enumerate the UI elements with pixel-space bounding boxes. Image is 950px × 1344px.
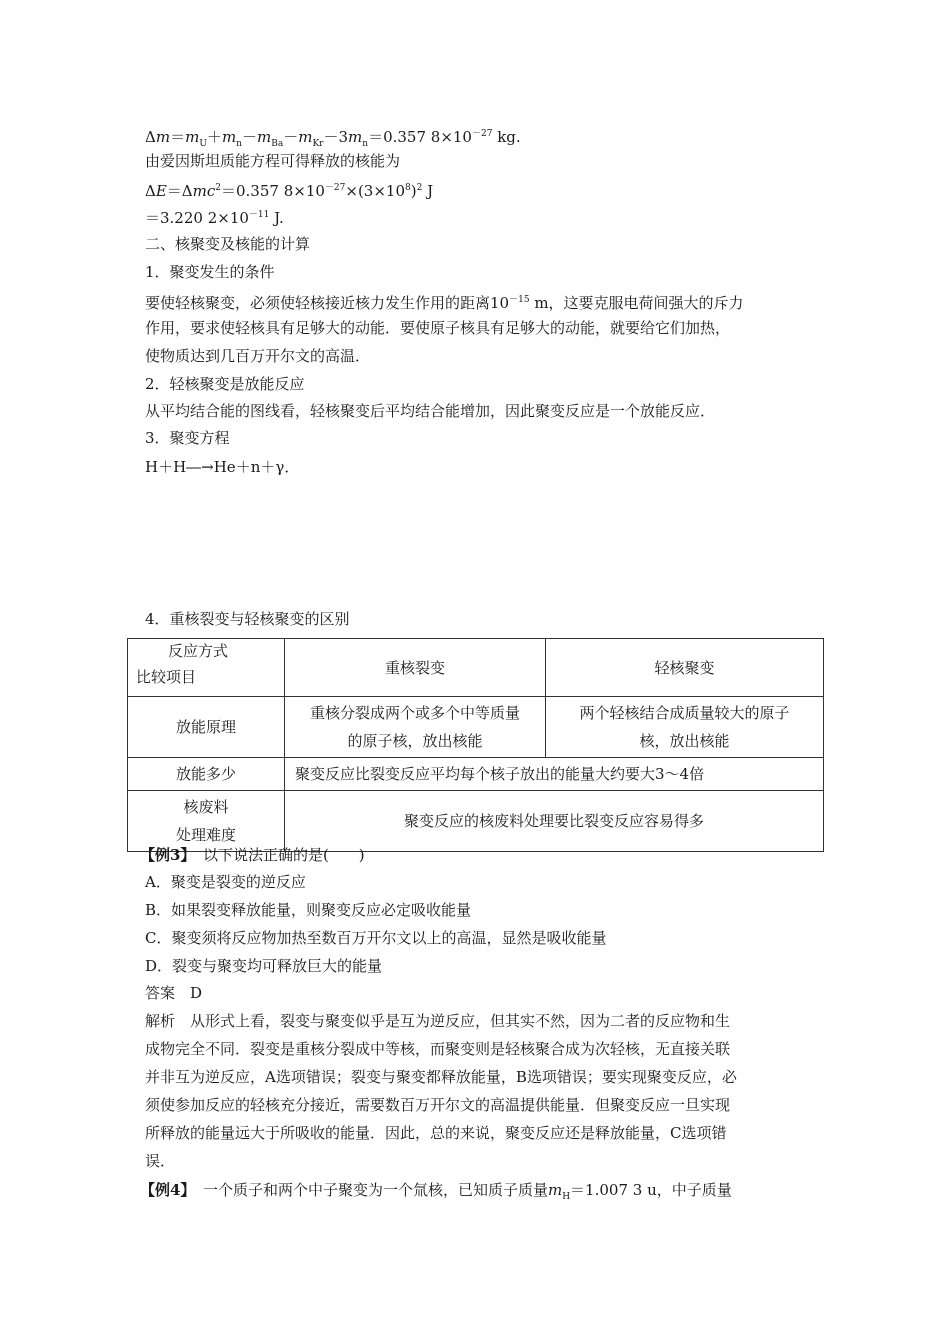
item2-text: 从平均结合能的图线看，轻核聚变后平均结合能增加，因此聚变反应是一个放能反应． bbox=[145, 402, 716, 420]
cell-text: 处理难度 bbox=[175, 826, 236, 844]
item1-title: 1．聚变发生的条件 bbox=[145, 263, 275, 281]
item1-line1: 要使轻核聚变，必须使轻核接近核力发生作用的距离$10^{-15}$ m，这要克服电荷间强大的斥力 bbox=[145, 294, 744, 312]
item2-title: 2．轻核聚变是放能反应 bbox=[145, 375, 305, 393]
answer: 答案 D bbox=[145, 984, 203, 1002]
row-label-amount: 放能多少 bbox=[128, 758, 285, 791]
row-label-principle: 放能原理 bbox=[128, 697, 285, 758]
comparison-table bbox=[127, 638, 824, 852]
einstein-intro: 由爱因斯坦质能方程可得释放的核能为 bbox=[145, 152, 401, 170]
item3-title: 3．聚变方程 bbox=[145, 429, 230, 447]
option-d: D．裂变与聚变均可释放巨大的能量 bbox=[145, 957, 383, 975]
fusion-equation: H＋H―→He＋n＋γ． bbox=[145, 458, 300, 476]
example-tag: 【例4】 bbox=[140, 1181, 188, 1199]
mass-defect-equation: $\Delta m=m_U+m_n-m_{Ba}-m_{Kr}-3m_n=0.357$ $8\times 10^{-27}$ kg. bbox=[145, 128, 521, 149]
analysis-line: 并非互为逆反应，A选项错误；裂变与聚变都释放能量，B选项错误；要实现聚变反应，必 bbox=[145, 1068, 737, 1086]
section-title: 二、核聚变及核能的计算 bbox=[145, 235, 311, 253]
analysis-line: 须使参加反应的轻核充分接近，需要数百万开尔文的高温提供能量．但聚变反应一旦实现 bbox=[145, 1096, 731, 1114]
analysis-line: 成物完全不同．裂变是重核分裂成中等核，而聚变则是轻核聚合成为次轻核，无直接关联 bbox=[145, 1040, 731, 1058]
col-header-fission: 重核裂变 bbox=[285, 639, 546, 697]
header-bottom-label: 比较项目 bbox=[136, 667, 197, 686]
analysis-line: 解析 从形式上看，裂变与聚变似乎是互为逆反应，但其实不然，因为二者的反应物和生 bbox=[145, 1012, 731, 1030]
cell-fission-principle bbox=[285, 697, 546, 758]
row-label-waste bbox=[128, 791, 285, 852]
table-header-diagonal bbox=[128, 639, 285, 697]
col-header-fusion: 轻核聚变 bbox=[546, 639, 824, 697]
cell-text: 核，放出核能 bbox=[639, 732, 730, 750]
cell-fusion-principle bbox=[546, 697, 824, 758]
item4-title: 4．重核裂变与轻核聚变的区别 bbox=[145, 610, 350, 628]
analysis-line: 所释放的能量远大于所吸收的能量．因此，总的来说，聚变反应还是释放能量，C选项错 bbox=[145, 1124, 727, 1142]
example4-question: 【例4】 一个质子和两个中子聚变为一个氚核，已知质子质量$m_H=1.007$ 3 u，中子质量 bbox=[140, 1181, 732, 1202]
option-c: C．聚变须将反应物加热至数百万开尔文以上的高温，显然是吸收能量 bbox=[145, 929, 607, 947]
cell-text: 核废料 bbox=[183, 798, 229, 816]
item1-line3: 使物质达到几百万开尔文的高温． bbox=[145, 347, 371, 365]
energy-result: ＝3.220 $2\times 10^{-11}$ J. bbox=[145, 209, 284, 227]
option-b: B．如果裂变释放能量，则聚变反应必定吸收能量 bbox=[145, 901, 472, 919]
cell-text: 重核分裂成两个或多个中等质量 bbox=[309, 704, 520, 722]
header-top-label: 反应方式 bbox=[168, 641, 229, 660]
cell-text: 两个轻核结合成质量较大的原子 bbox=[579, 704, 790, 722]
option-a: A．聚变是裂变的逆反应 bbox=[145, 873, 306, 891]
example-tag: 【例3】 bbox=[140, 846, 188, 864]
cell-waste: 聚变反应的核废料处理要比裂变反应容易得多 bbox=[285, 791, 824, 852]
analysis-line: 误． bbox=[145, 1152, 176, 1170]
energy-equation: ΔE＝Δmc$^2$＝0.357 $8\times 10^{-27}\times(3\times 10^8)^2$ J bbox=[145, 182, 434, 200]
cell-amount: 聚变反应比裂变反应平均每个核子放出的能量大约要大3～4倍 bbox=[285, 758, 824, 791]
cell-text: 的原子核，放出核能 bbox=[347, 732, 483, 750]
example3-question: 【例3】 以下说法正确的是( ) bbox=[140, 846, 365, 864]
item1-line2: 作用，要求使轻核具有足够大的动能．要使原子核具有足够大的动能，就要给它们加热， bbox=[145, 319, 731, 337]
